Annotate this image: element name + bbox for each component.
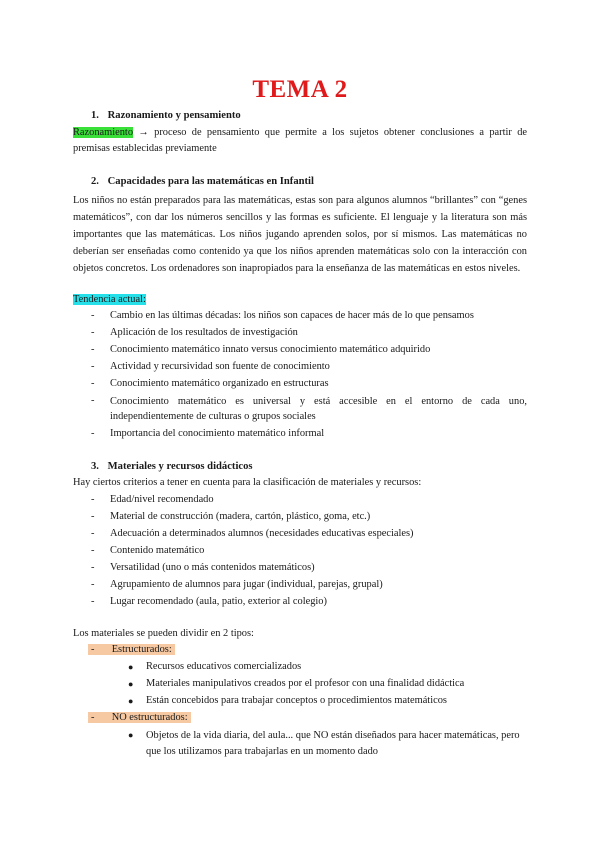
list-item: Agrupamiento de alumnos para jugar (individual, parejas, grupal): [110, 579, 383, 590]
list-item: Material de construcción (madera, cartón, plástico, goma, etc.): [110, 511, 371, 522]
section-1-heading: 1. Razonamiento y pensamiento: [91, 110, 241, 121]
reasoning-term: Razonamiento: [73, 127, 134, 138]
dash-icon: -: [91, 579, 95, 590]
dash-icon: -: [91, 327, 95, 338]
list-item: Edad/nivel recomendado: [110, 494, 214, 505]
bullet-icon: ●: [128, 679, 134, 689]
list-item: Lugar recomendado (aula, patio, exterior al colegio): [110, 596, 327, 607]
list-item: Actividad y recursividad son fuente de conocimiento: [110, 361, 330, 372]
structured-header: - Estructurados:: [88, 644, 175, 655]
page-title: TEMA 2: [252, 76, 348, 103]
criteria-intro: Hay ciertos criterios a tener en cuenta para la clasificación de materiales y recursos:: [73, 477, 422, 488]
dash-icon: -: [91, 344, 95, 355]
list-item: Están concebidos para trabajar conceptos o procedimientos matemáticos: [146, 695, 447, 706]
list-item: Contenido matemático: [110, 545, 205, 556]
dash-icon: -: [91, 596, 95, 607]
unstructured-header: - NO estructurados:: [88, 712, 191, 723]
list-item: Objetos de la vida diaria, del aula... que NO están diseñados para hacer matemáticas, pero que los utilizamos para trabajarlas en un momento dado: [146, 730, 520, 757]
list-item: Recursos educativos comercializados: [146, 661, 302, 672]
list-item: Adecuación a determinados alumnos (necesidades educativas especiales): [110, 528, 414, 539]
section-2-heading: 2. Capacidades para las matemáticas en Infantil: [91, 176, 314, 187]
dash-icon: -: [91, 361, 95, 372]
reasoning-definition: Razonamiento → proceso de pensamiento que permite a los sujetos obtener conclusiones a partir de premisas establecidas previamente: [73, 127, 527, 154]
list-item: Aplicación de los resultados de investigación: [110, 327, 298, 338]
list-item: Versatilidad (uno o más contenidos matemáticos): [110, 562, 315, 573]
section-3-heading: 3. Materiales y recursos didácticos: [91, 461, 253, 472]
dash-icon: -: [91, 310, 95, 321]
dash-icon: -: [91, 511, 95, 522]
list-item: Conocimiento matemático es universal y está accesible en el entorno de cada uno, independientemente de culturas o grupos sociales: [110, 396, 527, 422]
trend-label: Tendencia actual:: [73, 294, 146, 305]
bullet-icon: ●: [128, 662, 134, 672]
dash-icon: -: [91, 395, 95, 406]
list-item: Importancia del conocimiento matemático informal: [110, 428, 325, 439]
bullet-icon: ●: [128, 730, 134, 740]
dash-icon: -: [91, 562, 95, 573]
section-2-paragraph: Los niños no están preparados para las matemáticas, estas son para algunos alumnos “brillantes” con “genes matemáticos”, con dar los números sencillos y las formas es suficiente. El lenguaje y la literatura son más importantes que las matemáticas. Los niños jugando aprenden solos, por sí mismos. Las matemáticas no deberían ser enseñadas como contenido ya que los niños aprenden matemáticas solo con la interacción con objetos concretos. Los ordenadores son inapropiados para la enseñanza de las matemáticas en estos niveles.: [73, 195, 527, 274]
list-item: Conocimiento matemático innato versus conocimiento matemático adquirido: [110, 344, 431, 355]
dash-icon: -: [91, 494, 95, 505]
list-item: Cambio en las últimas décadas: los niños son capaces de hacer más de lo que pensamos: [110, 310, 474, 321]
dash-icon: -: [91, 528, 95, 539]
types-intro: Los materiales se pueden dividir en 2 tipos:: [73, 628, 254, 639]
bullet-icon: ●: [128, 696, 134, 706]
arrow-icon: →: [138, 127, 149, 138]
dash-icon: -: [91, 545, 95, 556]
list-item: Materiales manipulativos creados por el profesor con una finalidad didáctica: [146, 678, 465, 689]
dash-icon: -: [91, 378, 95, 389]
dash-icon: -: [91, 428, 95, 439]
list-item: Conocimiento matemático organizado en estructuras: [110, 378, 329, 389]
